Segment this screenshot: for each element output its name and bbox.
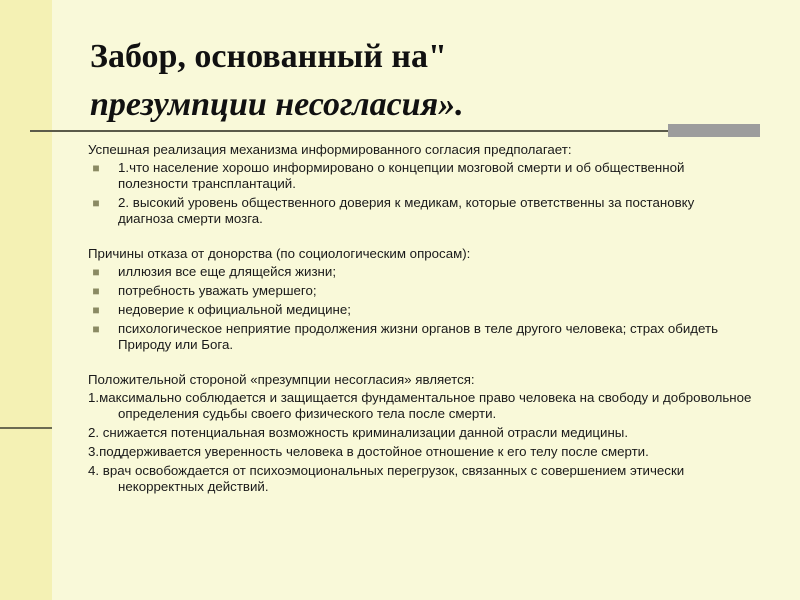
bullet-icon: ■	[92, 265, 100, 279]
list-item	[88, 195, 753, 227]
list-item	[88, 463, 753, 495]
title-rule-accent	[668, 124, 760, 137]
list-item-text: 3.поддерживается уверенность человека в достойное отношение к его телу после смерти.	[88, 444, 649, 459]
list-item-text: 2. снижается потенциальная возможность криминализации данной отрасли медицины.	[88, 425, 629, 440]
bullet-icon: ■	[92, 303, 100, 317]
list-item-text: иллюзия все еще длящейся жизни;	[118, 264, 337, 279]
list-item-text: недоверие к официальной медицине;	[118, 302, 351, 317]
list-item-text: 1.что население хорошо информировано о концепции мозговой смерти и об общественной полезности трансплантаций.	[118, 160, 685, 191]
slide-body	[88, 142, 753, 498]
section2-heading: Причины отказа от донорства (по социологическим опросам):	[88, 246, 471, 261]
title-rule	[30, 130, 755, 132]
list-item-text: 4. врач освобождается от психоэмоциональных перегрузок, связанных с совершением этически некорректных действий.	[88, 463, 685, 494]
left-decorative-band	[0, 0, 52, 600]
list-item	[88, 160, 753, 192]
list-item	[88, 321, 753, 353]
list-item	[88, 390, 753, 422]
list-item	[88, 444, 753, 460]
bullet-icon: ■	[92, 161, 100, 175]
list-item	[88, 425, 753, 441]
section1-heading: Успешная реализация механизма информированного согласия предполагает:	[88, 142, 572, 157]
slide-title	[90, 33, 730, 129]
section3-heading: Положительной стороной «презумпции несогласия» является:	[88, 372, 475, 387]
title-line-2: презумпции несогласия».	[90, 86, 464, 123]
bullet-icon: ■	[92, 322, 100, 336]
list-item	[88, 302, 753, 318]
list-item	[88, 264, 753, 280]
bullet-icon: ■	[92, 196, 100, 210]
list-item-text: психологическое неприятие продолжения жизни органов в теле другого человека; страх обидеть Природу или Бога.	[118, 321, 719, 352]
list-item	[88, 283, 753, 299]
list-item-text: потребность уважать умершего;	[118, 283, 317, 298]
title-line-1: Забор, основанный на"	[90, 38, 447, 75]
list-item-text: 2. высокий уровень общественного доверия к медикам, которые ответственны за постановку диагноза смерти мозга.	[118, 195, 695, 226]
list-item-text: 1.максимально соблюдается и защищается фундаментальное право человека на свободу и добровольное определения судьбы своего физического тела после смерти.	[88, 390, 752, 421]
left-band-divider	[0, 427, 52, 429]
bullet-icon: ■	[92, 284, 100, 298]
